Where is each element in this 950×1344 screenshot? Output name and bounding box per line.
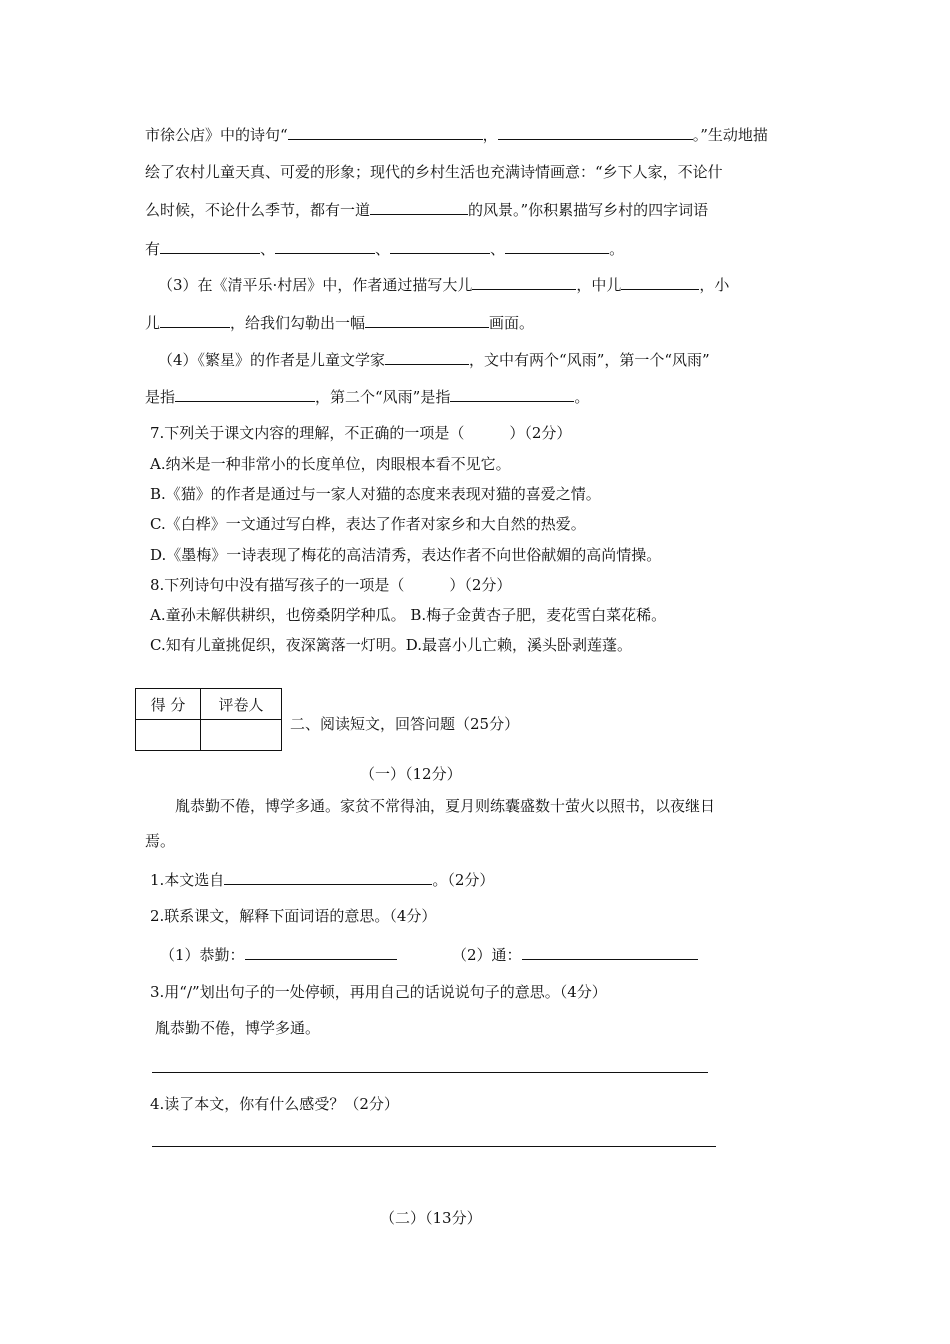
- text: 。”生动地描: [692, 126, 768, 144]
- score-cell[interactable]: [136, 720, 201, 751]
- text: 、: [260, 240, 276, 258]
- text: 。（2分）: [432, 871, 495, 889]
- q7-stem: 7.下列关于课文内容的理解，不正确的一项是（ ）（2分）: [150, 424, 572, 442]
- text: ，文中有两个“风雨”，第一个“风雨”: [469, 351, 710, 369]
- text: ，: [482, 126, 498, 144]
- grader-header: 评卷人: [201, 689, 282, 720]
- s2-q3-sentence: 胤恭勤不倦，博学多通。: [155, 1019, 321, 1037]
- q8-stem: 8.下列诗句中没有描写孩子的一项是（ ）（2分）: [150, 576, 512, 594]
- s2-q2-1: [160, 944, 397, 965]
- blank[interactable]: [390, 238, 490, 254]
- text: ，中儿: [576, 276, 622, 294]
- score-header: 得 分: [136, 689, 201, 720]
- s2-q2-2: [452, 944, 698, 965]
- q6-part4-line1: [158, 349, 710, 370]
- blank[interactable]: [498, 124, 693, 140]
- blank[interactable]: [505, 238, 609, 254]
- q7-option-c[interactable]: C.《白桦》一文通过写白桦，表达了作者对家乡和大自然的热爱。: [150, 515, 586, 533]
- blank[interactable]: [365, 312, 489, 328]
- text: ，给我们勾勒出一幅: [230, 314, 366, 332]
- text: （4）《繁星》的作者是儿童文学家: [158, 351, 386, 369]
- grader-cell[interactable]: [201, 720, 282, 751]
- blank[interactable]: [245, 944, 397, 960]
- blank[interactable]: [385, 349, 469, 365]
- text: 有: [145, 240, 161, 258]
- text: 。: [574, 388, 590, 406]
- q8-options-cd[interactable]: C.知有儿童挑促织，夜深篱落一灯明。D.最喜小儿亡赖，溪头卧剥莲蓬。: [150, 636, 632, 654]
- q6-line1: [145, 124, 768, 145]
- text: 1.本文选自: [150, 871, 225, 889]
- passage-line1: 胤恭勤不倦，博学多通。家贫不常得油，夏月则练囊盛数十萤火以照书，以夜继日: [175, 797, 716, 815]
- q6-line3: [145, 199, 708, 220]
- q6-part3-line1: [158, 274, 729, 295]
- blank[interactable]: [224, 869, 432, 885]
- q4-answer-line[interactable]: [152, 1146, 716, 1147]
- text: （3）在《清平乐·村居》中，作者通过描写大儿: [158, 276, 473, 294]
- blank[interactable]: [160, 312, 230, 328]
- s2-q1: [150, 869, 494, 890]
- text: （2）通：: [452, 946, 522, 964]
- section2-part2-title: （二）（13分）: [380, 1209, 482, 1227]
- text: 、: [375, 240, 391, 258]
- q6-part4-line2: [145, 386, 589, 407]
- q6-line2: 绘了农村儿童天真、可爱的形象；现代的乡村生活也充满诗情画意：“乡下人家，不论什: [145, 163, 723, 181]
- section2-part1-title: （一）（12分）: [360, 765, 462, 783]
- text: 、: [490, 240, 506, 258]
- blank[interactable]: [522, 944, 698, 960]
- q6-part3-line2: [145, 312, 534, 333]
- text: 的风景。”你积累描写乡村的四字词语: [468, 201, 709, 219]
- blank[interactable]: [275, 238, 375, 254]
- text: 么时候，不论什么季节，都有一道: [145, 201, 371, 219]
- text: 是指: [145, 388, 176, 406]
- blank[interactable]: [288, 124, 483, 140]
- q7-option-b[interactable]: B.《猫》的作者是通过与一家人对猫的态度来表现对猫的喜爱之情。: [150, 485, 601, 503]
- text: 儿: [145, 314, 161, 332]
- text: 画面。: [489, 314, 535, 332]
- score-table: [135, 688, 282, 751]
- blank[interactable]: [621, 274, 699, 290]
- text: ，第二个“风雨”是指: [315, 388, 451, 406]
- blank[interactable]: [370, 199, 468, 215]
- section2-title: 二、阅读短文，回答问题（25分）: [290, 715, 520, 733]
- q7-option-a[interactable]: A.纳米是一种非常小的长度单位，肉眼根本看不见它。: [150, 455, 511, 473]
- text: （1）恭勤：: [160, 946, 245, 964]
- blank[interactable]: [450, 386, 574, 402]
- q3-answer-line[interactable]: [152, 1072, 708, 1073]
- q6-line4: [145, 238, 624, 259]
- q8-options-ab[interactable]: A.童孙未解供耕织，也傍桑阴学种瓜。 B.梅子金黄杏子肥，麦花雪白菜花稀。: [150, 606, 667, 624]
- blank[interactable]: [175, 386, 315, 402]
- s2-q3: 3.用“/”划出句子的一处停顿，再用自己的话说说句子的意思。（4分）: [150, 983, 607, 1001]
- text: 市徐公店》中的诗句“: [145, 126, 288, 144]
- passage-line2: 焉。: [145, 832, 176, 850]
- s2-q2: 2.联系课文，解释下面词语的意思。（4分）: [150, 907, 437, 925]
- blank[interactable]: [472, 274, 576, 290]
- q7-option-d[interactable]: D.《墨梅》一诗表现了梅花的高洁清秀，表达作者不向世俗献媚的高尚情操。: [150, 546, 662, 564]
- text: 。: [609, 240, 625, 258]
- blank[interactable]: [160, 238, 260, 254]
- s2-q4: 4.读了本文，你有什么感受？（2分）: [150, 1095, 399, 1113]
- text: ，小: [699, 276, 730, 294]
